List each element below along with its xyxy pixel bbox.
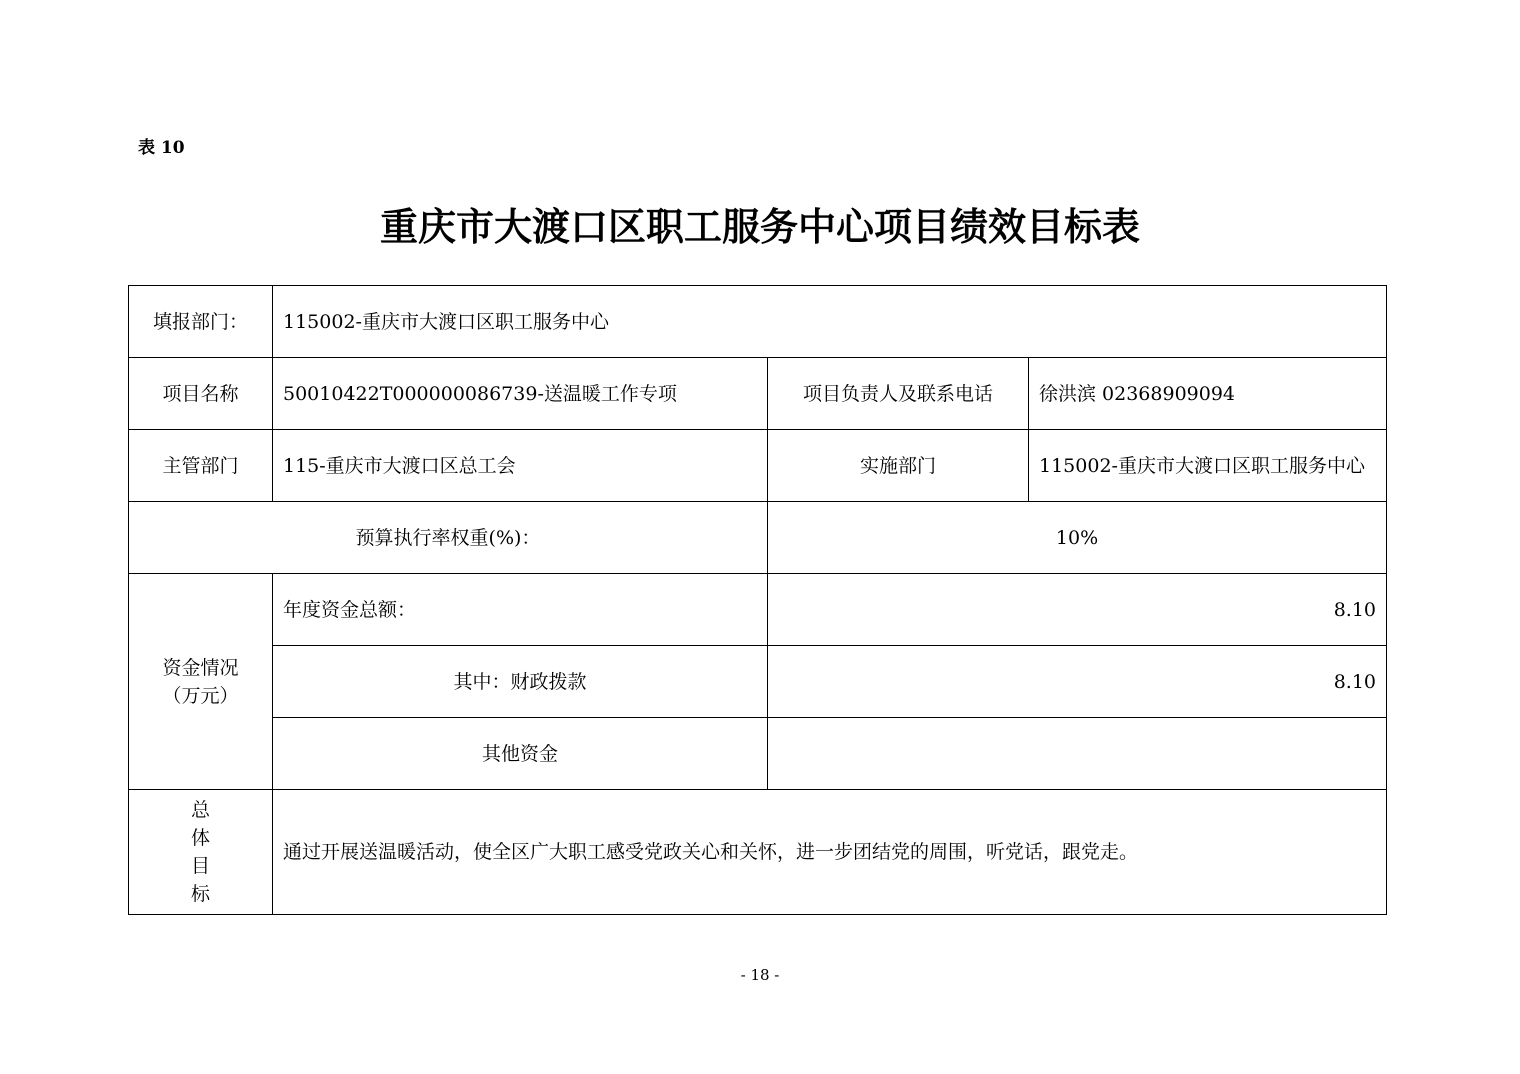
supervising-dept-value: 115-重庆市大渡口区总工会 <box>273 430 768 502</box>
reporting-dept-label: 填报部门： <box>129 286 273 358</box>
table-number-label: 表 10 <box>138 138 185 158</box>
funds-label <box>129 574 273 790</box>
overall-goal-label-char: 体 <box>190 827 210 849</box>
table-row-overall-goal <box>129 790 1387 915</box>
performance-goal-table <box>128 285 1387 915</box>
fiscal-allocation-label: 其中：财政拨款 <box>273 646 768 718</box>
project-leader-label: 项目负责人及联系电话 <box>768 358 1029 430</box>
overall-goal-label <box>129 790 273 915</box>
funds-label-line2: （万元） <box>162 684 239 707</box>
page-title: 重庆市大渡口区职工服务中心项目绩效目标表 <box>379 204 1140 249</box>
reporting-dept-value: 115002-重庆市大渡口区职工服务中心 <box>273 286 1387 358</box>
project-leader-value: 徐洪滨 02368909094 <box>1029 358 1387 430</box>
table-row-other-funds <box>129 718 1387 790</box>
overall-goal-value: 通过开展送温暖活动，使全区广大职工感受党政关心和关怀，进一步团结党的周围，听党话，跟党走。 <box>273 790 1387 915</box>
table-row-annual-total <box>129 574 1387 646</box>
table-row-reporting-dept <box>129 286 1387 358</box>
overall-goal-label-char: 总 <box>190 799 210 821</box>
fiscal-allocation-value: 8.10 <box>768 646 1387 718</box>
budget-rate-weight-value: 10% <box>768 502 1387 574</box>
implementing-dept-value: 115002-重庆市大渡口区职工服务中心 <box>1029 430 1387 502</box>
project-name-label: 项目名称 <box>129 358 273 430</box>
annual-total-label: 年度资金总额： <box>273 574 768 646</box>
project-name-value: 50010422T000000086739-送温暖工作专项 <box>273 358 768 430</box>
table-row-fiscal-allocation <box>129 646 1387 718</box>
table-row-departments <box>129 430 1387 502</box>
annual-total-value: 8.10 <box>768 574 1387 646</box>
overall-goal-label-char: 标 <box>190 883 210 905</box>
table-row-budget-rate-weight <box>129 502 1387 574</box>
table-row-project-name <box>129 358 1387 430</box>
other-funds-value <box>768 718 1387 790</box>
funds-label-line1: 资金情况 <box>162 656 239 679</box>
other-funds-label: 其他资金 <box>273 718 768 790</box>
budget-rate-weight-label: 预算执行率权重(%)： <box>129 502 768 574</box>
supervising-dept-label: 主管部门 <box>129 430 273 502</box>
page-number: - 18 - <box>740 966 780 984</box>
implementing-dept-label: 实施部门 <box>768 430 1029 502</box>
overall-goal-label-char: 目 <box>190 855 210 877</box>
